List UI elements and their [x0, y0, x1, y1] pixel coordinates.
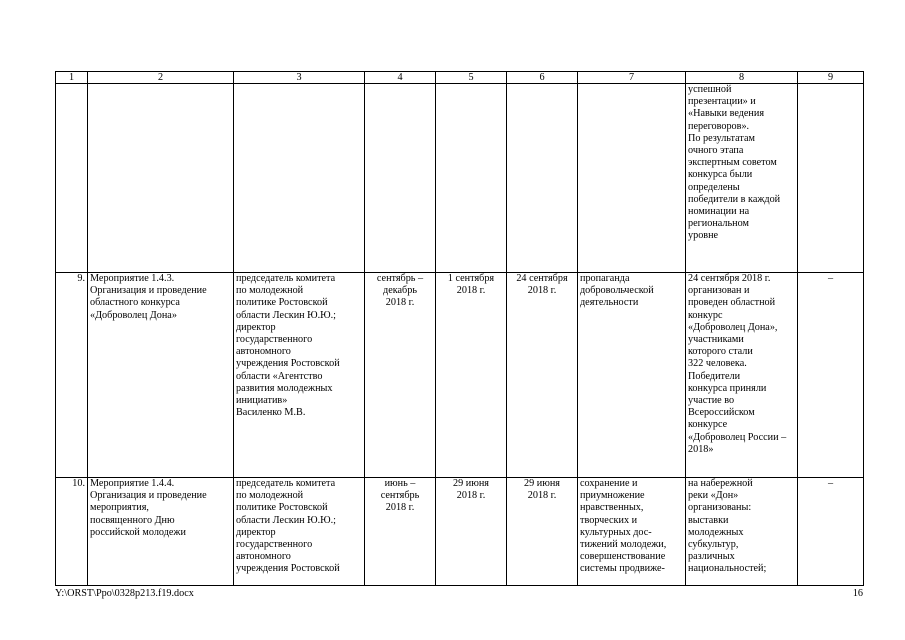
note — [798, 84, 864, 273]
result: успешной презентации» и «Навыки ведения переговоров». По результатам очного этапа экспертным советом конкурса были определены победители в каждой номинации на региональном уровне — [686, 84, 798, 273]
header-col-2: 2 — [88, 72, 234, 84]
note: – — [798, 273, 864, 478]
file-path: Y:\ORST\Ppo\0328p213.f19.docx — [55, 588, 194, 599]
header-col-4: 4 — [365, 72, 436, 84]
goal: пропаганда добровольческой деятельности — [578, 273, 686, 478]
table-row — [56, 273, 864, 478]
header-col-5: 5 — [436, 72, 507, 84]
result: 24 сентября 2018 г. организован и проведен областной конкурс «Доброволец Дона», участниками которого стали 322 человека. Победители конкурса приняли участие во Всероссийском конкурсе «Доброволец России – 2018» — [686, 273, 798, 478]
header-col-9: 9 — [798, 72, 864, 84]
responsible: председатель комитета по молодежной политике Ростовской области Лескин Ю.Ю.; директор государственного автономного учреждения Ростовской — [234, 478, 365, 586]
header-col-6: 6 — [507, 72, 578, 84]
report-table — [55, 71, 864, 586]
period — [365, 84, 436, 273]
start-date: 1 сентября 2018 г. — [436, 273, 507, 478]
table-row — [56, 84, 864, 273]
row-number: 9. — [56, 273, 88, 478]
note: – — [798, 478, 864, 586]
event-name — [88, 84, 234, 273]
row-number: 10. — [56, 478, 88, 586]
responsible: председатель комитета по молодежной политике Ростовской области Лескин Ю.Ю.; директор государственного автономного учреждения Ростовской области «Агентство развития молодежных инициатив» Василенко М.В. — [234, 273, 365, 478]
header-col-1: 1 — [56, 72, 88, 84]
header-col-8: 8 — [686, 72, 798, 84]
event-name: Мероприятие 1.4.4. Организация и проведение мероприятия, посвященного Дню российской молодежи — [88, 478, 234, 586]
header-row — [56, 72, 864, 84]
header-col-3: 3 — [234, 72, 365, 84]
end-date: 29 июня 2018 г. — [507, 478, 578, 586]
period: сентябрь – декабрь 2018 г. — [365, 273, 436, 478]
header-col-7: 7 — [578, 72, 686, 84]
table-row — [56, 478, 864, 586]
goal — [578, 84, 686, 273]
period: июнь – сентябрь 2018 г. — [365, 478, 436, 586]
end-date — [507, 84, 578, 273]
result: на набережной реки «Дон» организованы: выставки молодежных субкультур, различных национальностей; — [686, 478, 798, 586]
start-date — [436, 84, 507, 273]
row-number — [56, 84, 88, 273]
page-number: 16 — [852, 588, 863, 599]
event-name: Мероприятие 1.4.3. Организация и проведение областного конкурса «Доброволец Дона» — [88, 273, 234, 478]
end-date: 24 сентября 2018 г. — [507, 273, 578, 478]
goal: сохранение и приумножение нравственных, творческих и культурных дос- тижений молодежи, совершенствование системы продвиже- — [578, 478, 686, 586]
start-date: 29 июня 2018 г. — [436, 478, 507, 586]
responsible — [234, 84, 365, 273]
